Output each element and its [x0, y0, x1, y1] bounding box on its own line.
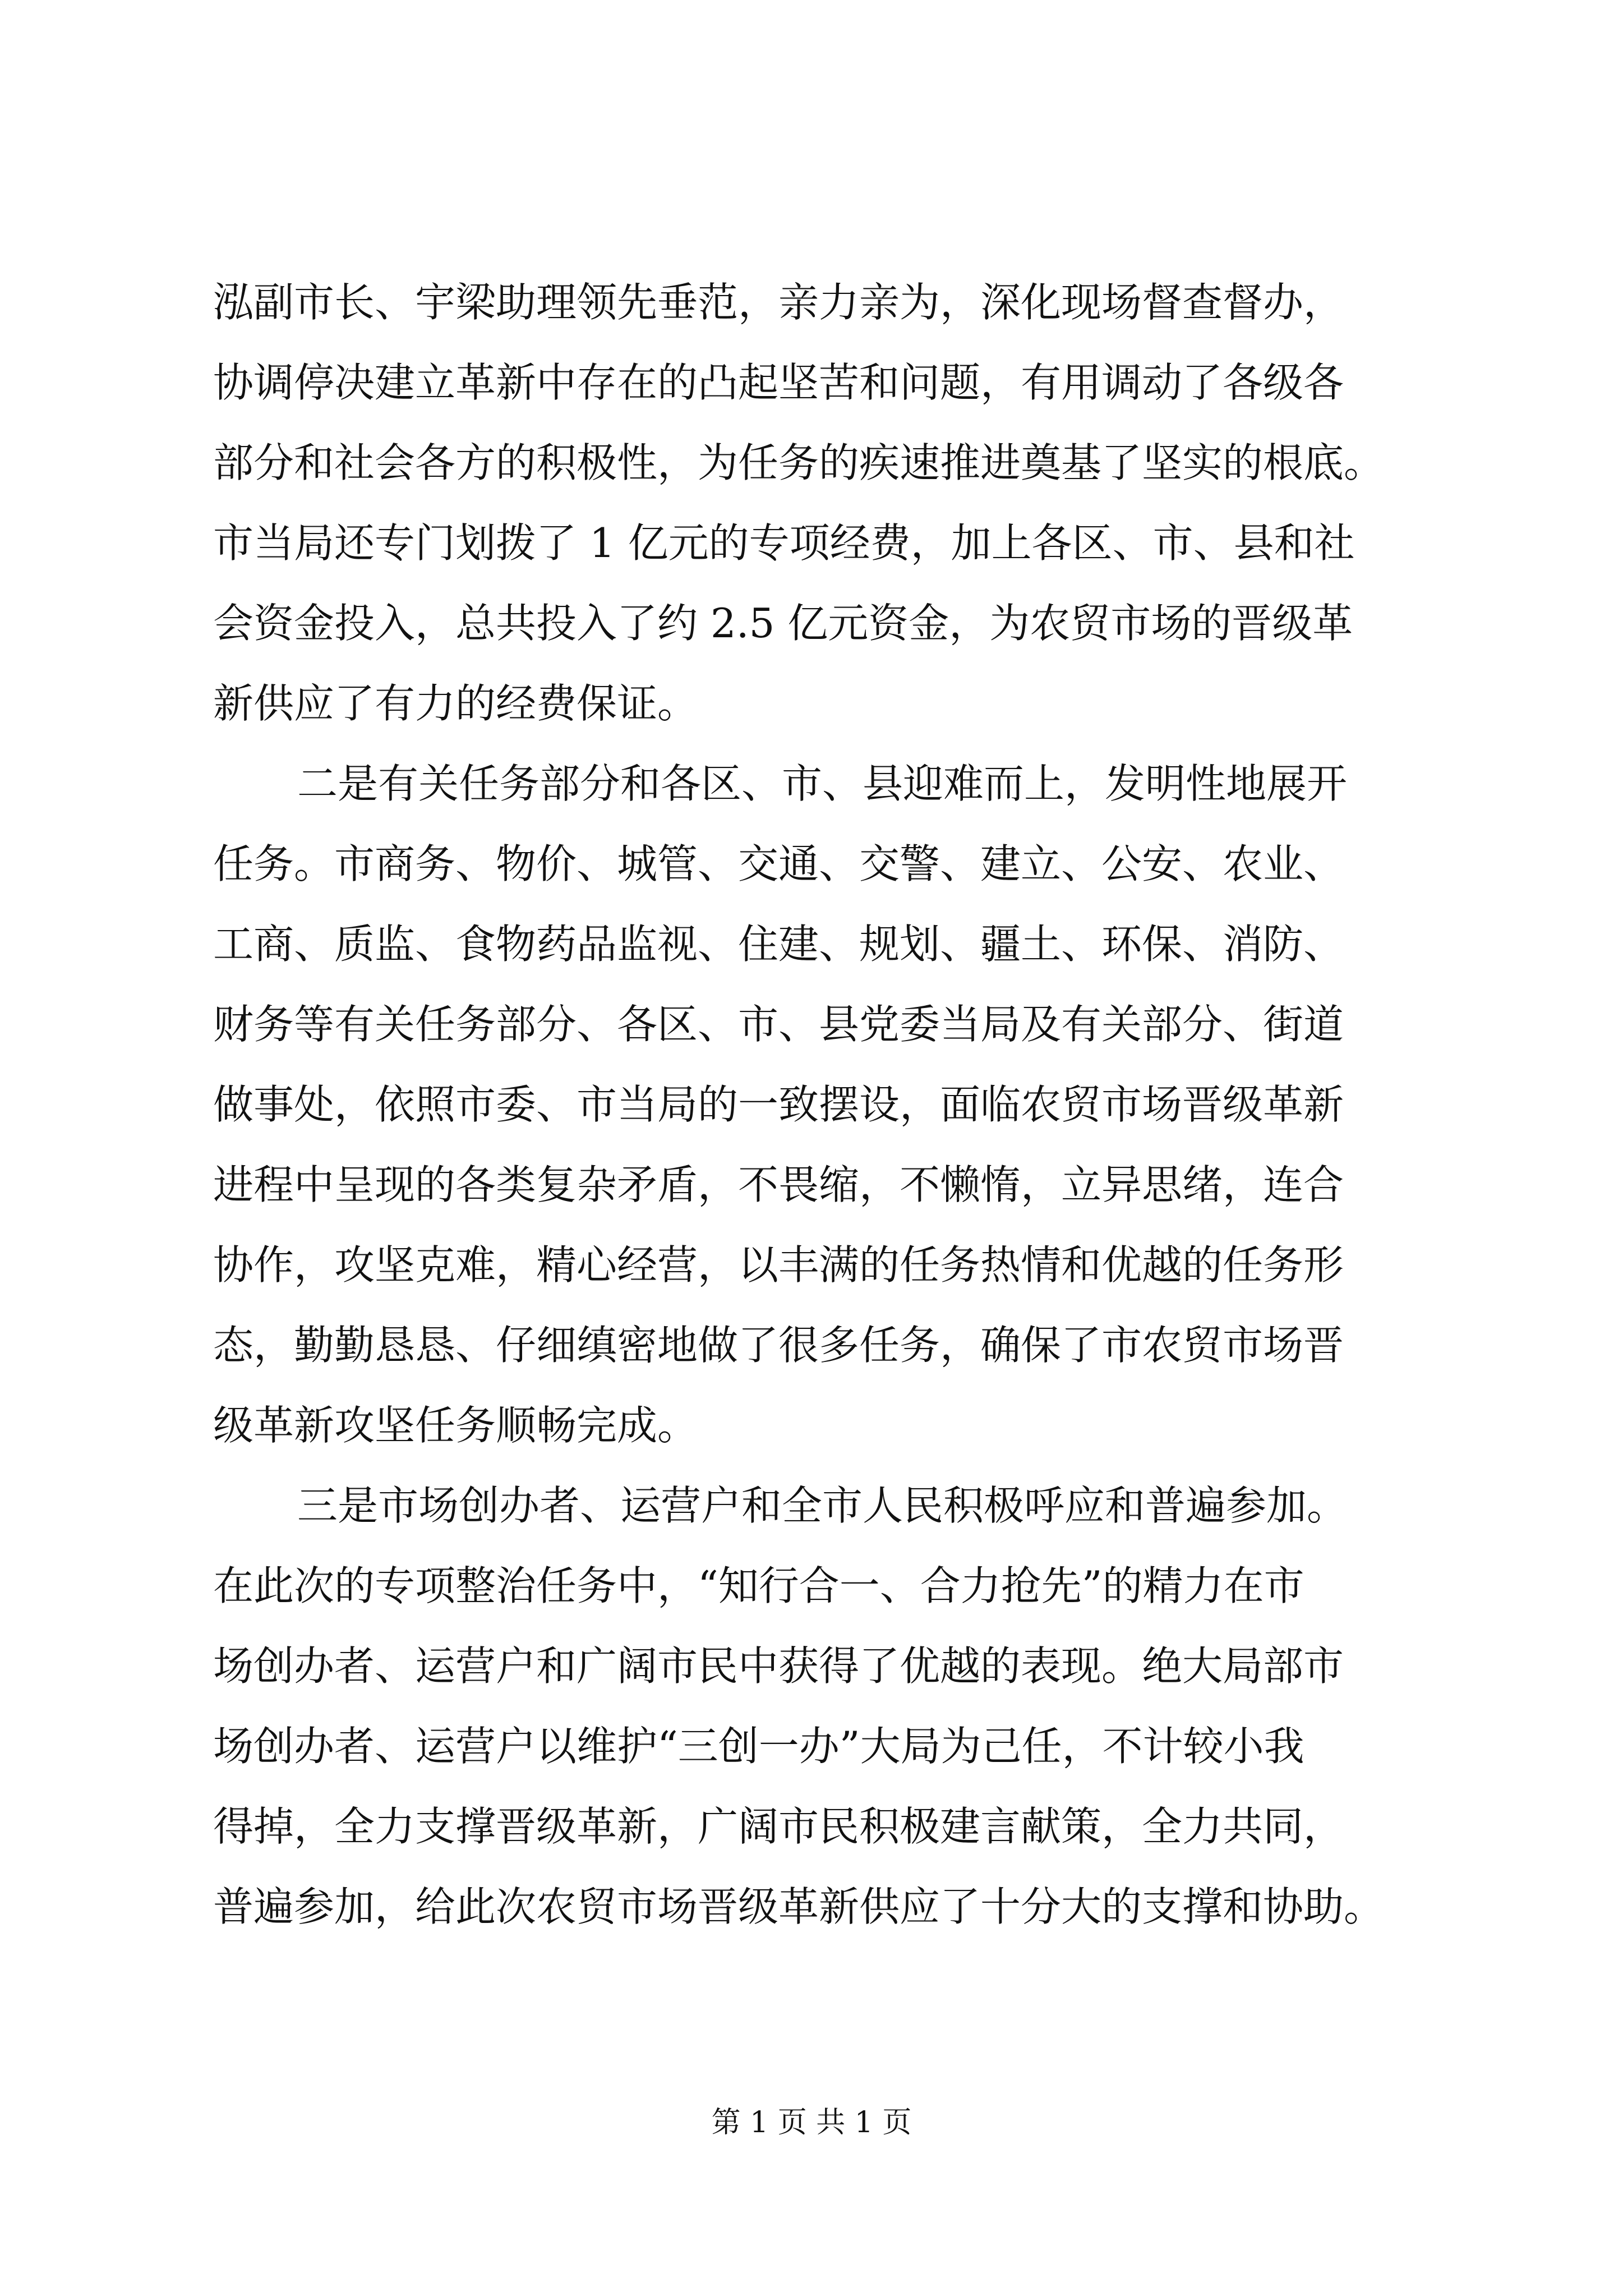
- text-line: 新供应了有力的经费保证。: [213, 680, 698, 727]
- text-line: 三是市场创办者、运营户和全市人民积极呼应和普遍参加。: [297, 1482, 1348, 1529]
- page-footer: [0, 2105, 1623, 2141]
- text-line: 泓副市长、宇梁助理领先垂范，亲力亲为，深化现场督查督办，: [213, 279, 1344, 326]
- text-line: 会资金投入，总共投入了约 2.5 亿元资金，为农贸市场的晋级革: [213, 600, 1353, 647]
- text-line: 二是有关任务部分和各区、市、县迎难而上，发明性地展开: [297, 760, 1348, 807]
- document-body: [213, 263, 1424, 1947]
- text-line: 进程中呈现的各类复杂矛盾，不畏缩，不懒惰，立异思绪，连合: [213, 1161, 1344, 1208]
- text-line: 工商、质监、食物药品监视、住建、规划、疆土、环保、消防、: [213, 921, 1344, 968]
- text-line: 财务等有关任务部分、各区、市、县党委当局及有关部分、街道: [213, 1001, 1344, 1048]
- text-line: 做事处，依照市委、市当局的一致摆设，面临农贸市场晋级革新: [213, 1081, 1344, 1128]
- text-line: 在此次的专项整治任务中，“知行合一、合力抢先”的精力在市: [213, 1562, 1304, 1609]
- text-line: 场创办者、运营户和广阔市民中获得了优越的表现。绝大局部市: [213, 1642, 1344, 1690]
- text-line: 部分和社会各方的积极性，为任务的疾速推进奠基了坚实的根底。: [213, 439, 1385, 486]
- text-line: 市当局还专门划拨了 1 亿元的专项经费，加上各区、市、县和社: [213, 519, 1355, 567]
- text-line: 协作，攻坚克难，精心经营，以丰满的任务热情和优越的任务形: [213, 1241, 1344, 1289]
- text-line: 普遍参加，给此次农贸市场晋级革新供应了十分大的支撑和协助。: [213, 1883, 1385, 1930]
- text-line: 态，勤勤恳恳、仔细缜密地做了很多任务，确保了市农贸市场晋: [213, 1322, 1344, 1369]
- text-line: 协调停决建立革新中存在的凸起坚苦和问题，有用调动了各级各: [213, 359, 1344, 406]
- text-line: 级革新攻坚任务顺畅完成。: [213, 1402, 698, 1449]
- page-indicator: 第 1 页 共 1 页: [711, 2106, 912, 2139]
- text-line: 任务。市商务、物价、城管、交通、交警、建立、公安、农业、: [213, 840, 1344, 887]
- text-line: 得掉，全力支撑晋级革新，广阔市民积极建言献策，全力共同，: [213, 1803, 1344, 1850]
- text-line: 场创办者、运营户以维护“三创一办”大局为己任，不计较小我: [213, 1723, 1304, 1770]
